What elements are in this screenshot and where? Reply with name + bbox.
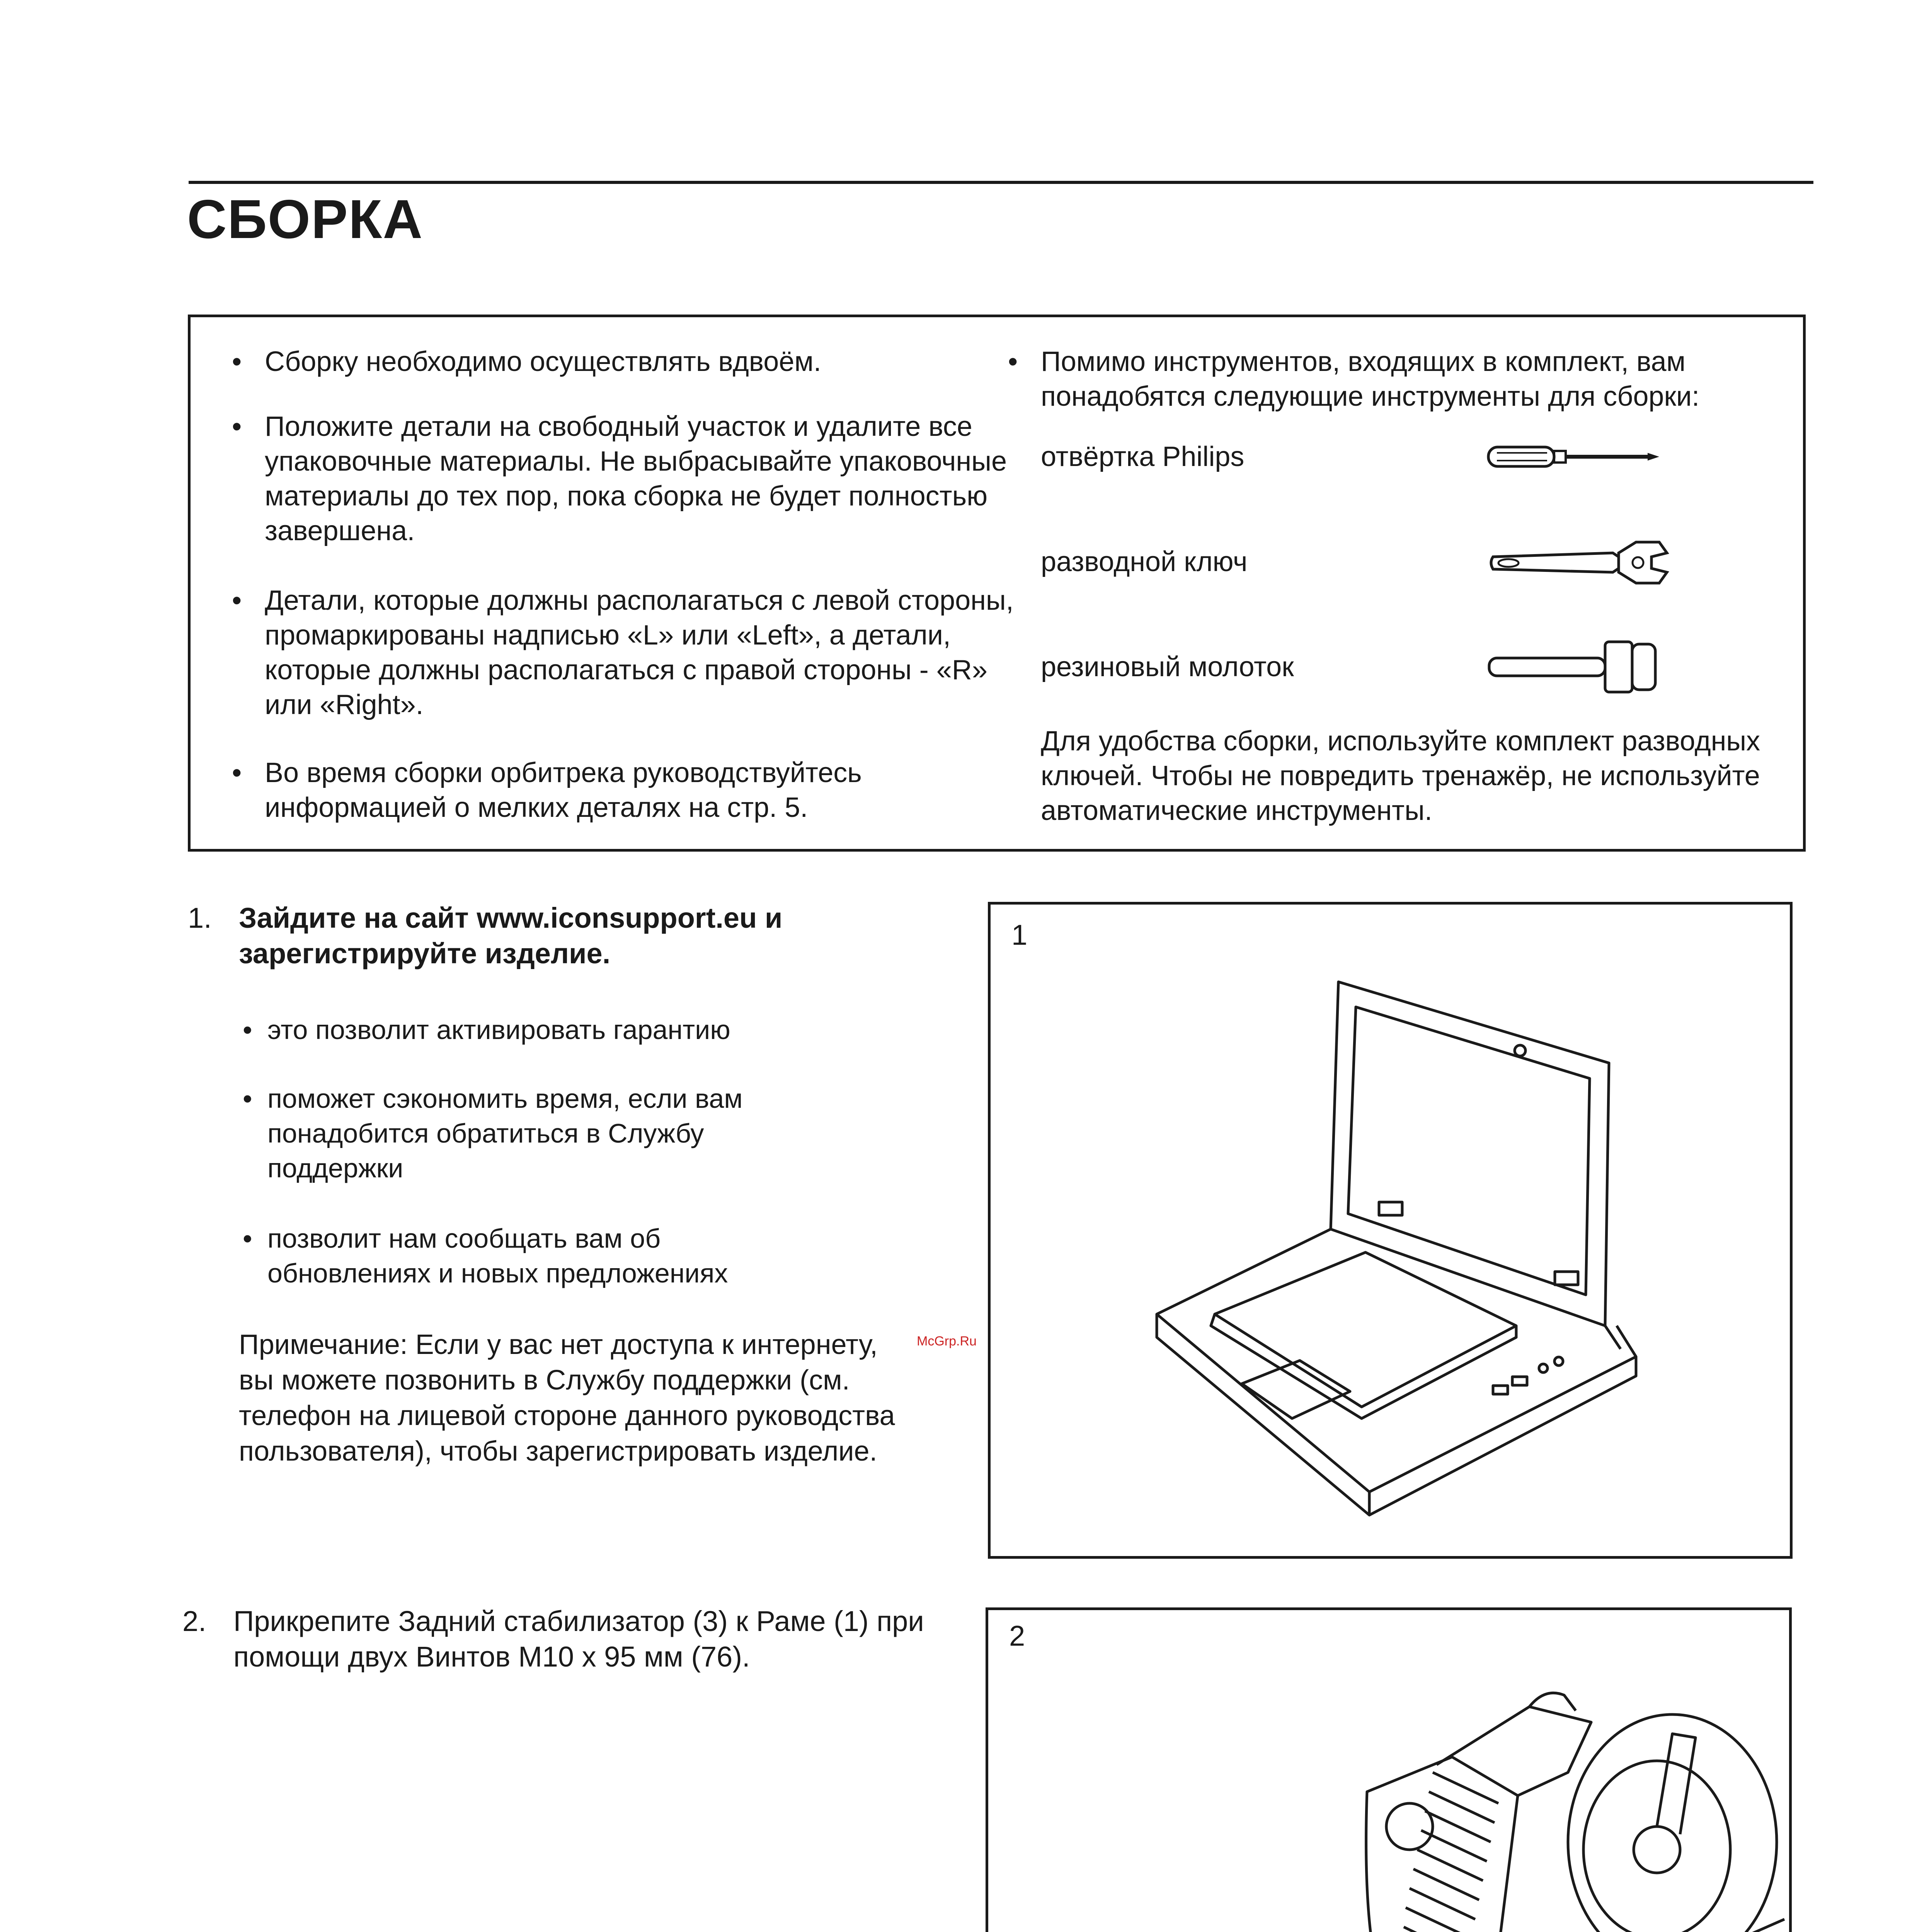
- info-box: [188, 315, 1806, 852]
- step-1-bullet: • поможет сэкономить время, если вам понадобится обратиться в Службу поддержки: [243, 1083, 743, 1183]
- step-1-heading: Зайдите на сайт www.iconsupport.eu и зарегистрируйте изделие.: [239, 902, 783, 969]
- frame-stabilizer-illustration: [988, 1610, 1789, 1932]
- step-1-bullet: • это позволит активировать гарантию: [243, 1015, 730, 1045]
- screwdriver-icon: [1485, 435, 1663, 478]
- top-rule: [189, 181, 1813, 184]
- step-2-text: Прикрепите Задний стабилизатор (3) к Раме (1) при помощи двух Винтов M10 x 95 мм (76).: [233, 1605, 924, 1673]
- page-title: СБОРКА: [187, 189, 423, 250]
- figure-2: [986, 1607, 1792, 1932]
- figure-1: [988, 902, 1793, 1559]
- figure-1-label: 1: [1011, 919, 1028, 951]
- tool-label-screwdriver: отвёртка Philips: [1041, 441, 1245, 472]
- watermark: McGrp.Ru: [917, 1334, 977, 1349]
- tools-intro: • Помимо инструментов, входящих в комплект, вам понадобятся следующие инструменты для сборки:: [1008, 346, 1700, 412]
- figure-2-label: 2: [1009, 1620, 1025, 1652]
- tools-note: Для удобства сборки, используйте комплект разводных ключей. Чтобы не повредить тренажёр, не используйте автоматические инструменты.: [1041, 726, 1760, 826]
- intro-bullet: • Во время сборки орбитрека руководствуйтесь информацией о мелких деталях на стр. 5.: [232, 757, 862, 823]
- rubber-mallet-icon: [1485, 634, 1663, 700]
- step-1-bullet: • позволит нам сообщать вам об обновлениях и новых предложениях: [243, 1223, 728, 1288]
- intro-bullet: • Положите детали на свободный участок и удалите все упаковочные материалы. Не выбрасывайте упаковочные материалы до тех пор, пока сборка не будет полностью завершена.: [232, 411, 1007, 546]
- adjustable-wrench-icon: [1485, 534, 1671, 592]
- laptop-illustration: [991, 905, 1790, 1556]
- tool-label-wrench: разводной ключ: [1041, 546, 1248, 577]
- step-1-note: Примечание: Если у вас нет доступа к интернету, вы можете позвонить в Службу поддержки (см. телефон на лицевой стороне данного руководства пользователя), чтобы зарегистрировать изделие.: [239, 1329, 895, 1467]
- step-2-number: 2.: [182, 1605, 206, 1637]
- intro-bullet: • Детали, которые должны располагаться с левой стороны, промаркированы надписью «L» или «Left», а детали, которые должны располагаться с правой стороны - «R» или «Right».: [232, 585, 1014, 720]
- tool-label-mallet: резиновый молоток: [1041, 651, 1294, 682]
- intro-bullet: • Сборку необходимо осуществлять вдвоём.: [232, 346, 821, 377]
- step-1-number: 1.: [188, 902, 212, 934]
